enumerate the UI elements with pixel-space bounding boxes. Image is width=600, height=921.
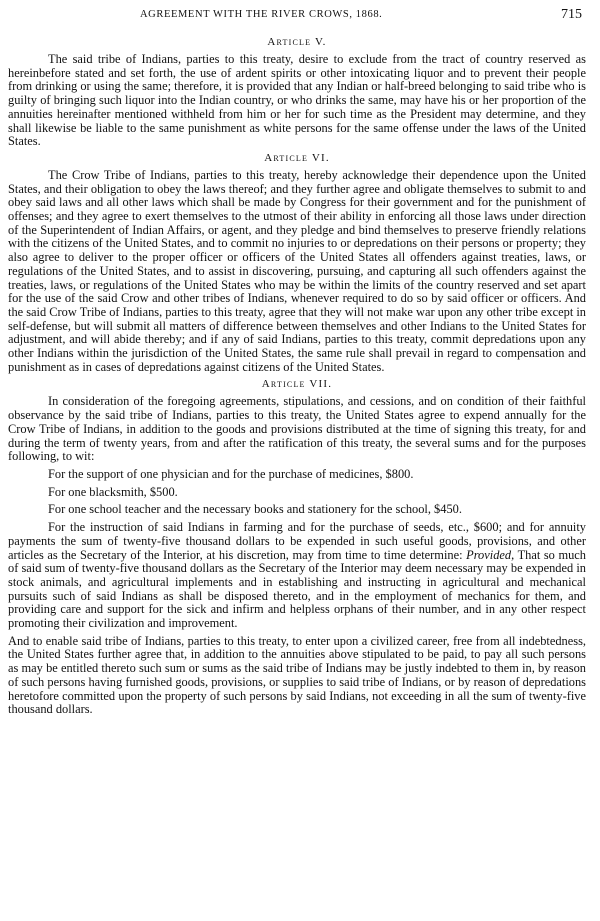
article-6-heading: Article VI. bbox=[264, 151, 330, 164]
instruction-text-after: That so much of said sum of twenty-five thousand dollars as the Secretary of the Interior may deem necessary may be expended in stock animals, and agricultural implements and in establishing and instructing in agricultural and mechanical pursuits such of said Indians as shall be disposed thereto, and in the employment of mechanics for them, and providing care and support for the sick and infirm and helpless orphans of their number, and in any other respect promoting their civilization and improvement. bbox=[8, 547, 586, 631]
page-number: 715 bbox=[561, 7, 582, 22]
article-7-item-teacher: For one school teacher and the necessary books and stationery for the school, $450. bbox=[48, 502, 462, 517]
article-5-heading: Article V. bbox=[267, 36, 327, 48]
page-header bbox=[0, 9, 600, 25]
article-7-item-physician: For the support of one physician and for the purchase of medicines, $800. bbox=[48, 466, 414, 481]
instruction-text-before: For the instruction of said Indians in farming and for the purchase of seeds, etc., $600; and for annuity payments the sum of twenty-five thousand dollars to be expended in such useful goods, provisions, and other articles as the Secretary of the Interior, at his discretion, may from time to time determine: bbox=[8, 520, 586, 562]
provided-keyword: Provided, bbox=[466, 547, 515, 562]
article-7-instruction-paragraph bbox=[8, 521, 586, 631]
article-7-item-blacksmith: For one blacksmith, $500. bbox=[48, 484, 178, 499]
document-body bbox=[8, 36, 586, 721]
running-head: AGREEMENT WITH THE RIVER CROWS, 1868. bbox=[140, 9, 383, 20]
article-6-paragraph: The Crow Tribe of Indians, parties to this treaty, hereby acknowledge their dependence upon the United States, and their obligation to obey the laws thereof; and they further agree and obligate themselves to submit to and obey said laws and all other laws which shall be made by Congress for their government and for the punishment of offenses; and they agree to exert themselves to the utmost of their ability in enforcing all those laws under direction of the Superintendent of Indian Affairs, or agent, and they pledge and bind themselves to preserve friendly relations with the citizens of the United States, and to commit no injuries to or depredations on their persons or property; they also agree to deliver to the proper officer or officers of the United States all offenders against treaties, laws, or regulations of the United States, and to assist in discovering, pursuing, and capturing all such offenders against the treaties, laws, or regulations of the United States who may be within the limits of the country reserved and set apart for the use of the said Crow and other tribes of Indians, whenever required to do so by said officer or officers. And the said Crow Tribe of Indians, parties to this treaty, agree that they will not make war upon any other tribe except in self-defense, but will submit all matters of difference between themselves and other Indians to the United States for adjustment, and will abide thereby; and if any of said Indians, parties to this treaty, commit depredations upon any other Indians within the jurisdiction of the United States, the same rule shall prevail in regard to compensation and punishment as in cases of depredations against citizens of the United States. bbox=[8, 167, 586, 374]
article-7-intro: In consideration of the foregoing agreements, stipulations, and cessions, and on condition of their faithful observance by the said tribe of Indians, parties to this treaty, the United States agree to expend annually for the Crow Tribe of Indians, in addition to the goods and provisions distributed at the time of signing this treaty, for and during the term of twenty years, from and after the ratification of this treaty, the several sums and for the purposes following, to wit: bbox=[8, 394, 586, 464]
article-7-closing-paragraph: And to enable said tribe of Indians, parties to this treaty, to enter upon a civilized career, free from all indebtedness, the United States further agree that, in addition to the annuities above stipulated to be paid, to pay all such persons as may be entitled thereto such sum or sums as the said tribe of Indians may be justly indebted to them in, by reason of such persons having furnished goods, provisions, or supplies to said tribe of Indians, or by reason of depredations heretofore committed upon the property of such persons by said Indians, not exceeding in all the sum of twenty-five thousand dollars. bbox=[8, 633, 586, 717]
article-7-heading: Article VII. bbox=[261, 378, 333, 391]
article-5-paragraph: The said tribe of Indians, parties to this treaty, desire to exclude from the tract of country reserved as hereinbefore stated and set forth, the use of ardent spirits or other intoxicating liquor and to prevent their people from drinking or using the same; therefore, it is provided that any Indian or half-breed belonging to said tribe who is guilty of bringing such liquor into the Indian country, or who drinks the same, may have his or her proportion of the annuities hereinafter mentioned withheld from him or her for such time as the President may determine, and they shall likewise be liable to the same punishment as white persons for the same offense under the laws of the United States. bbox=[8, 52, 586, 149]
